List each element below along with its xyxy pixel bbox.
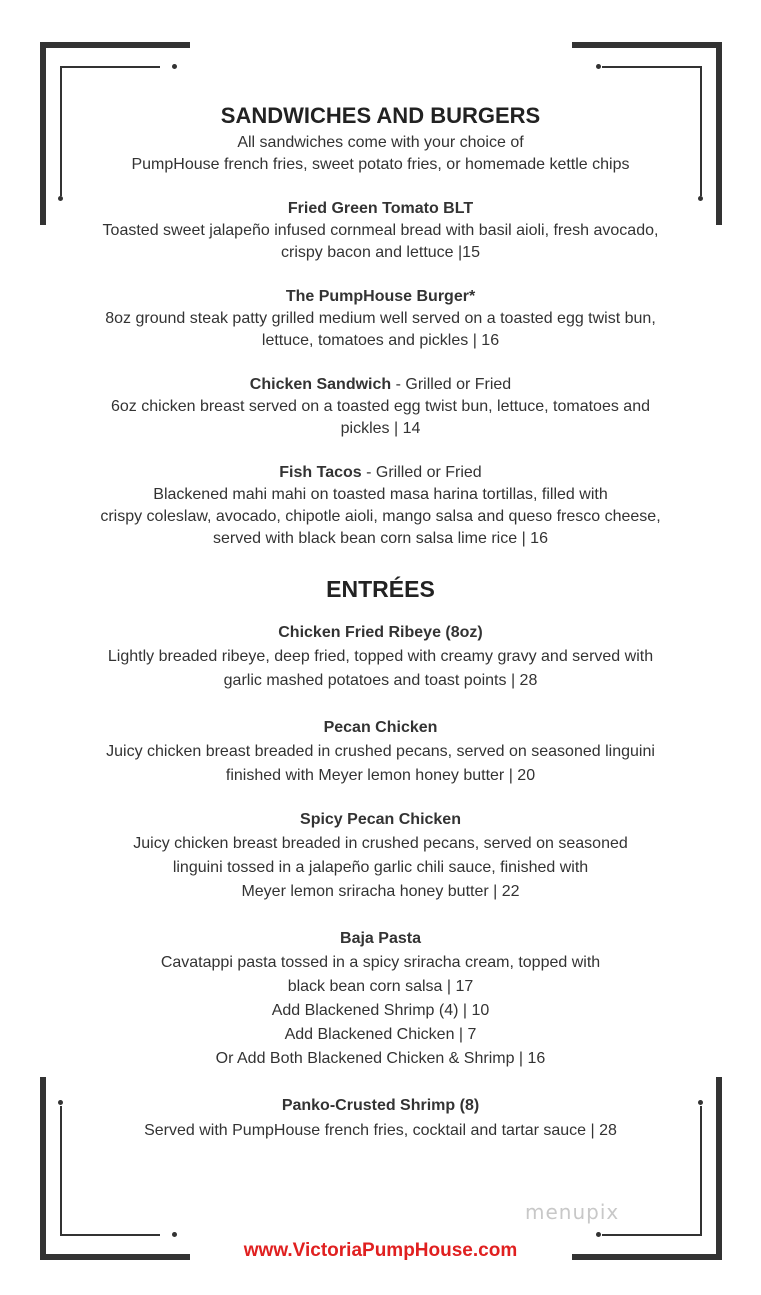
item-name: Chicken Fried Ribeye (8oz) (278, 624, 483, 641)
menupix-watermark: menupix (525, 1200, 620, 1224)
item-heading (0, 376, 761, 394)
item-description-line: pickles | 14 (340, 420, 421, 437)
item-description-line: garlic mashed potatoes and toast points | 28 (223, 672, 538, 689)
item-name: The PumpHouse Burger* (285, 288, 476, 305)
item-description-line: Juicy chicken breast breaded in crushed pecans, served on seasoned (133, 835, 628, 852)
item-description-line: Blackened mahi mahi on toasted masa harina tortillas, filled with (153, 486, 608, 503)
item-name: Panko-Crusted Shrimp (8) (281, 1097, 480, 1114)
item-name: Baja Pasta (340, 930, 421, 947)
item-description-line: lettuce, tomatoes and pickles | 16 (261, 332, 500, 349)
item-name: Chicken Sandwich (249, 376, 392, 393)
item-name: Fish Tacos (279, 464, 362, 481)
item-name: Fried Green Tomato BLT (287, 200, 474, 217)
item-description-line: finished with Meyer lemon honey butter | 20 (225, 767, 536, 784)
item-addon-line: Or Add Both Blackened Chicken & Shrimp | 16 (215, 1050, 546, 1067)
item-name: Spicy Pecan Chicken (300, 811, 461, 828)
item-description-line: Cavatappi pasta tossed in a spicy sriracha cream, topped with (160, 954, 601, 971)
item-heading (0, 464, 761, 482)
item-name: Pecan Chicken (323, 719, 438, 736)
item-description-line: Meyer lemon sriracha honey butter | 22 (241, 883, 520, 900)
website-link[interactable]: www.VictoriaPumpHouse.com (243, 1240, 518, 1261)
item-description-line: Juicy chicken breast breaded in crushed pecans, served on seasoned linguini (106, 743, 655, 760)
item-description-line: crispy coleslaw, avocado, chipotle aioli, mango salsa and queso fresco cheese, (100, 508, 661, 525)
item-addon-line: Add Blackened Chicken | 7 (284, 1026, 477, 1043)
section-title-sandwiches: SANDWICHES AND BURGERS (220, 103, 541, 128)
item-description-line: Lightly breaded ribeye, deep fried, topped with creamy gravy and served with (107, 648, 654, 665)
item-description-line: crispy bacon and lettuce |15 (281, 244, 480, 261)
section-title-entrees: ENTRÉES (326, 576, 435, 602)
section-intro-line: All sandwiches come with your choice of (237, 134, 524, 151)
item-description-line: linguini tossed in a jalapeño garlic chili sauce, finished with (172, 859, 589, 876)
item-addon-line: Add Blackened Shrimp (4) | 10 (271, 1002, 490, 1019)
item-description-line: 6oz chicken breast served on a toasted egg twist bun, lettuce, tomatoes and (111, 398, 650, 415)
item-description-line: served with black bean corn salsa lime rice | 16 (213, 530, 548, 547)
item-description-line: Toasted sweet jalapeño infused cornmeal bread with basil aioli, fresh avocado, (102, 222, 659, 239)
item-description-line: 8oz ground steak patty grilled medium well served on a toasted egg twist bun, (105, 310, 656, 327)
item-description-line: Served with PumpHouse french fries, cocktail and tartar sauce | 28 (144, 1122, 617, 1139)
item-option: - Grilled or Fried (391, 376, 512, 393)
item-option: - Grilled or Fried (361, 464, 482, 481)
item-description-line: black bean corn salsa | 17 (287, 978, 474, 995)
section-intro-line: PumpHouse french fries, sweet potato fries, or homemade kettle chips (131, 156, 630, 173)
